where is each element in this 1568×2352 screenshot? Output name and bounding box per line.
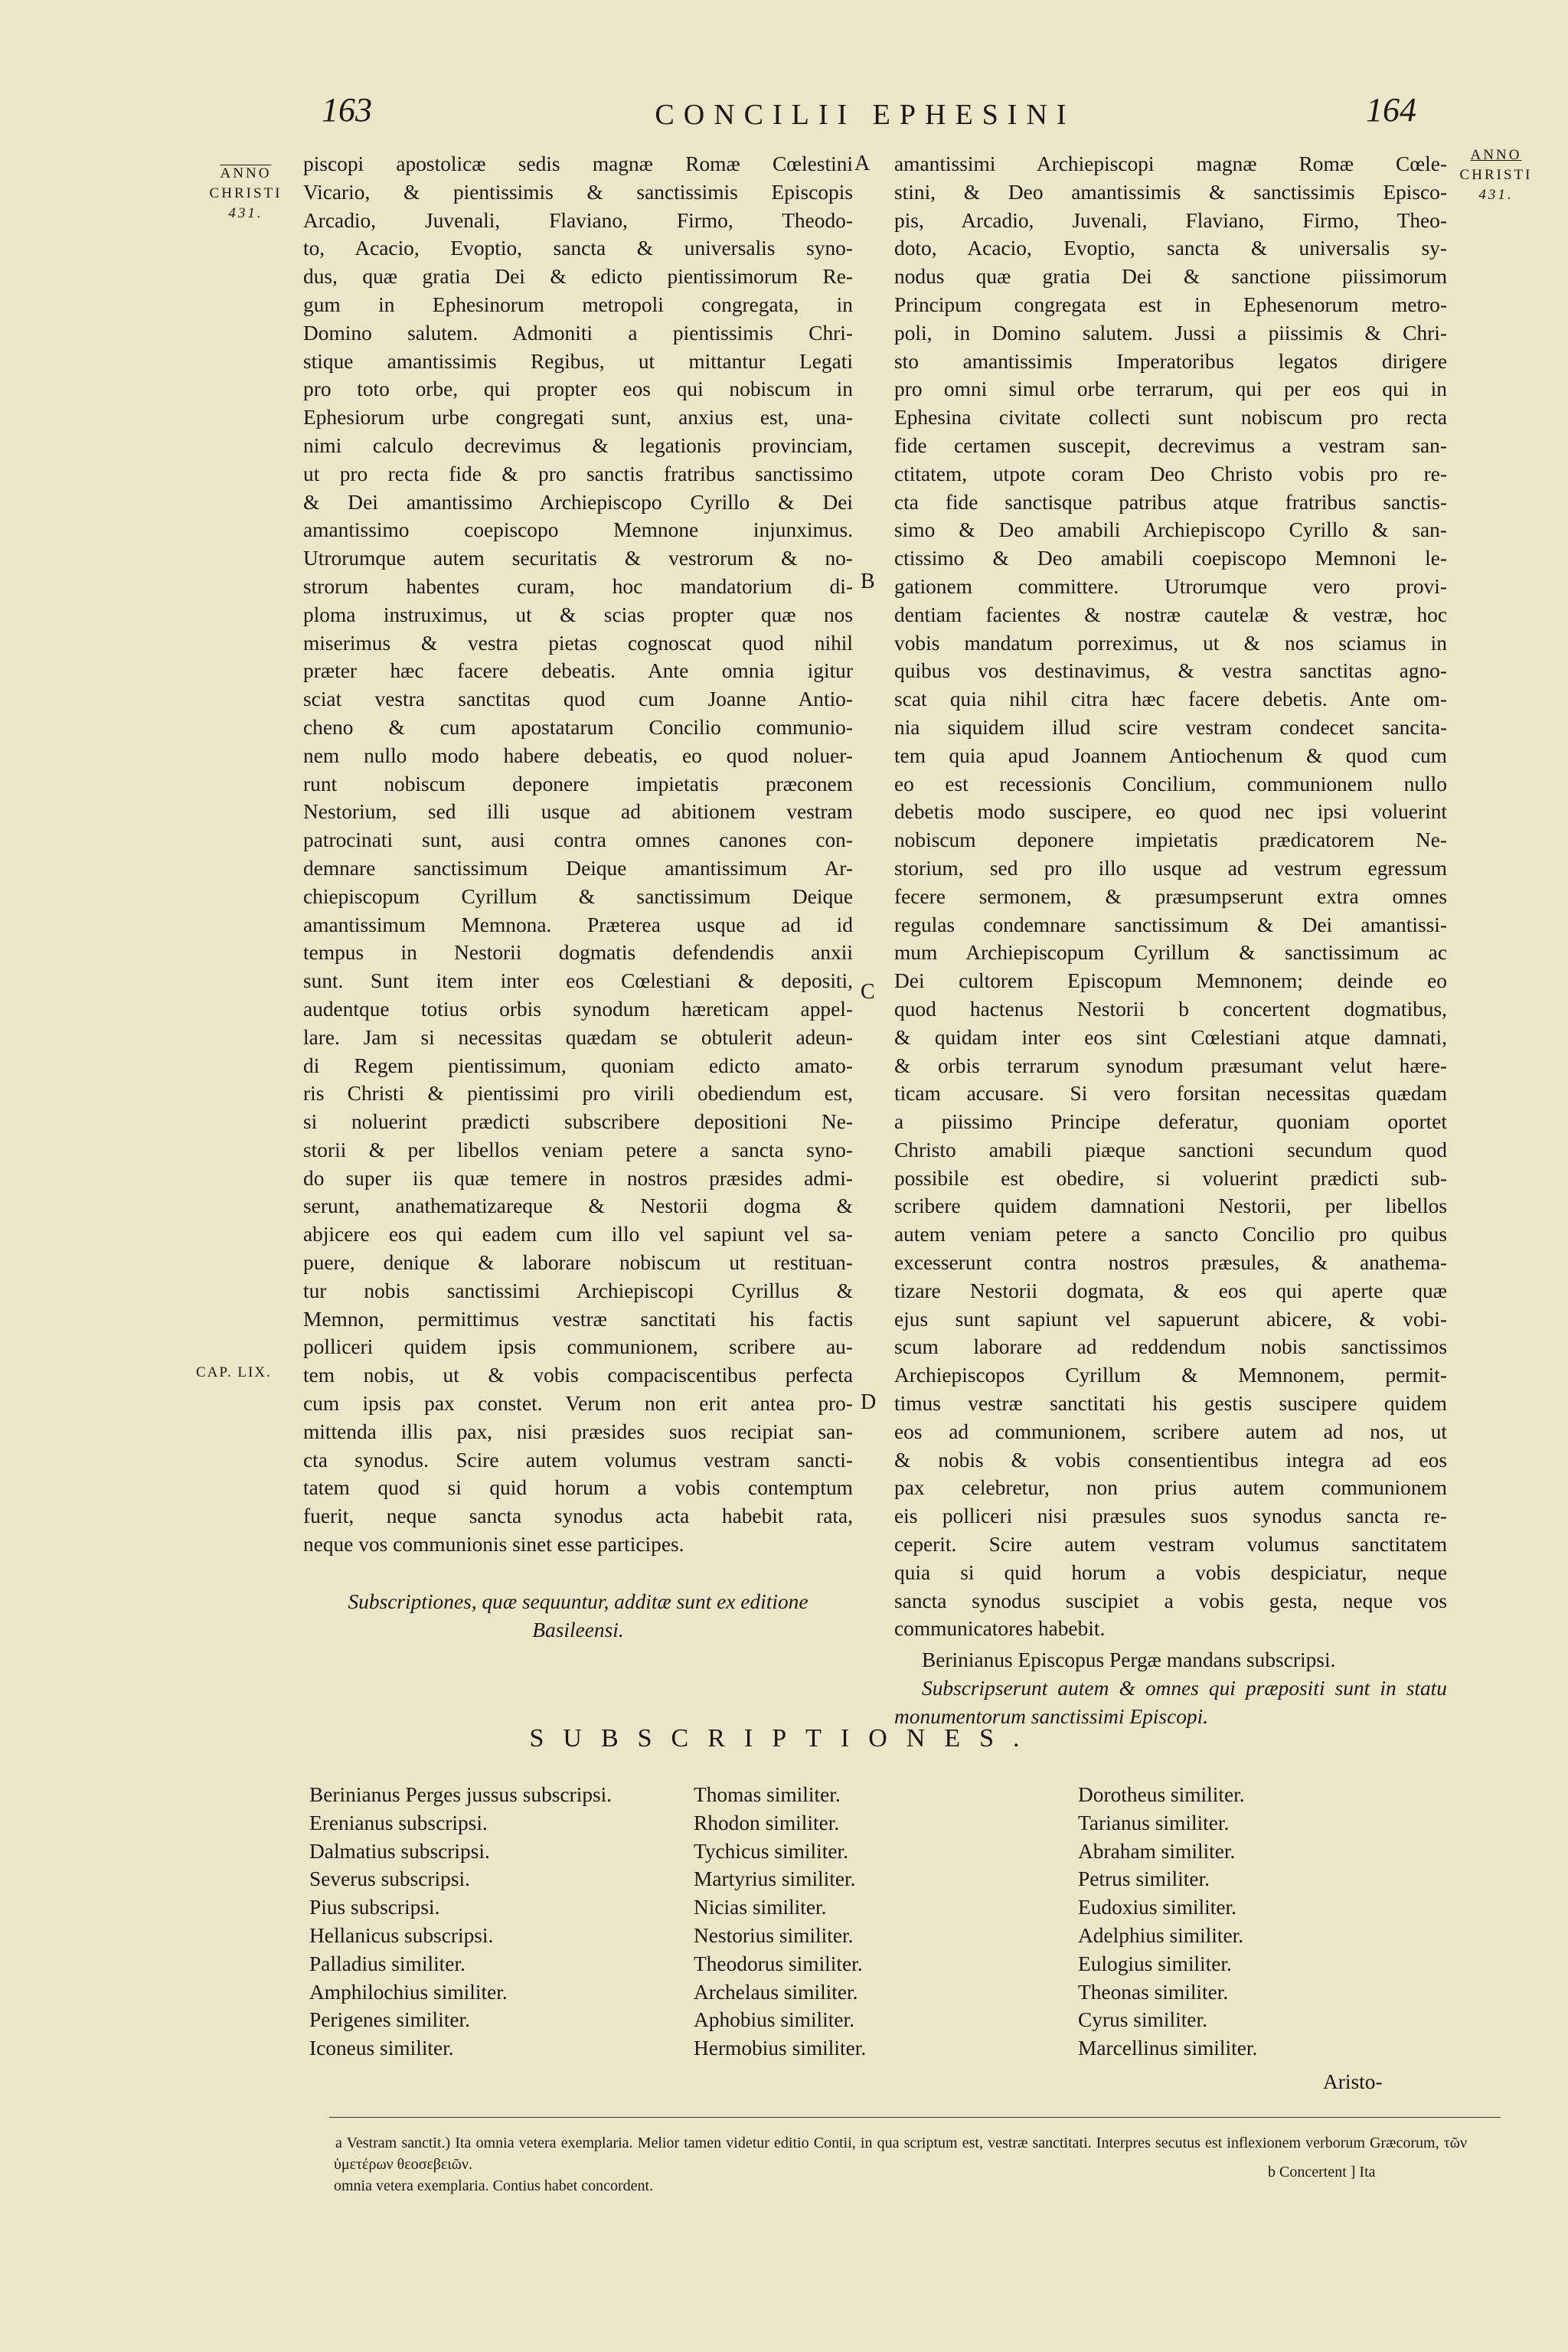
left-column-line: amantissimo coepiscopo Memnone injunximus. [303, 518, 853, 542]
subscription-entry: Pius subscripsi. [309, 1896, 440, 1919]
left-column-text [303, 150, 853, 1644]
subscriptions-column-3 [1078, 1781, 1257, 2063]
right-column-line: Archiepiscopos Cyrillum & Memnonem, permit- [894, 1364, 1447, 1387]
right-column-line: Dei cultorem Episcopum Memnonem; deinde eo [894, 969, 1447, 993]
right-column-line: scribere quidem damnationi Nestorii, per libellos [894, 1194, 1447, 1218]
left-column-line: do super iis quæ temere in nostros præsides admi- [303, 1166, 853, 1190]
subscription-entry: Berinianus Perges jussus subscripsi. [309, 1783, 612, 1806]
left-column-line: Domino salutem. Admoniti a pientissimis Chri- [303, 321, 853, 345]
right-column-line: amantissimi Archiepiscopi magnæ Romæ Cœle- [894, 152, 1447, 175]
left-column-line: & Dei amantissimo Archiepiscopo Cyrillo & Dei [303, 490, 853, 514]
left-column-line: storii & per libellos veniam petere a sancta syno- [303, 1138, 853, 1161]
left-column-line: to, Acacio, Evoptio, sancta & universalis syno- [303, 237, 853, 260]
right-column-line: ceperit. Scire autem vestram volumus sanctitatem [894, 1533, 1447, 1557]
right-column-line: possibile est obedire, si voluerint prædicti sub- [894, 1166, 1447, 1190]
subscription-entry: Palladius similiter. [309, 1952, 466, 1975]
right-column-line: pis, Arcadio, Juvenali, Flaviano, Firmo, Theo- [894, 208, 1447, 232]
subscription-entry: Amphilochius similiter. [309, 1980, 508, 2004]
right-column-line: Ephesina civitate collecti sunt nobiscum pro recta [894, 406, 1447, 430]
right-column-line: debetis modo suscipere, eo quod nec ipsi voluerint [894, 800, 1447, 824]
left-column-line: cheno & cum apostatarum Concilio communio- [303, 715, 853, 739]
left-column-line: amantissimum Memnona. Præterea usque ad id [303, 913, 853, 936]
right-column-line: fecere sermonem, & præsumpserunt extra omnes [894, 884, 1447, 908]
left-column-line: tur nobis sanctissimi Archiepiscopi Cyrillus & [303, 1279, 853, 1302]
year-label: 431. [1478, 187, 1514, 203]
right-column-line: quia si quid horum a vobis despiciatur, neque [894, 1560, 1447, 1584]
left-column-line: mittenda illis pax, nisi præsides suos recipiat san- [303, 1419, 853, 1443]
right-column-line: nia siquidem illud scire vestram condecet sancita- [894, 715, 1447, 739]
left-column-line: gum in Ephesinorum metropoli congregata, in [303, 292, 853, 316]
left-column-note: Subscriptiones, quæ sequuntur, additæ sunt ex editione Basileensi. [348, 1589, 808, 1642]
subscription-entry: Eudoxius similiter. [1078, 1896, 1236, 1919]
right-column-line: Principum congregata est in Ephesenorum metro- [894, 292, 1447, 316]
right-column-line: pax celebretur, non prius autem communionem [894, 1476, 1447, 1500]
right-column-line: eis polliceri nisi præsules suos synodus sancta re- [894, 1504, 1447, 1528]
left-column-line: ploma instruximus, ut & scias propter quæ nos [303, 603, 853, 626]
subscription-entry: Hermobius similiter. [694, 2037, 867, 2060]
subscription-entry: Tychicus similiter. [694, 1839, 848, 1863]
right-column-note: Subscripserunt autem & omnes qui præpositi sunt in statu monumentorum sanctissimi Episcopi. [894, 1677, 1447, 1728]
right-column-line: sancta synodus suscipiet a vobis gesta, neque vos [894, 1589, 1447, 1612]
right-column-line: regulas condemnare sanctissimum & Dei amantissi- [894, 913, 1447, 936]
left-column-line: di Regem pientissimum, quoniam edicto amato- [303, 1054, 853, 1077]
christi-label: CHRISTI [209, 185, 283, 201]
left-column-line: miserimus & vestra pietas cognoscat quod nihil [303, 631, 853, 655]
subscription-entry: Petrus similiter. [1078, 1867, 1210, 1891]
left-column-line: ris Christi & pientissimi pro virili obediendum est, [303, 1082, 853, 1106]
subscription-entry: Archelaus similiter. [694, 1980, 858, 2004]
subscription-entry: Eulogius similiter. [1078, 1952, 1232, 1975]
right-column-line: autem veniam petere a sancto Concilio pro quibus [894, 1223, 1447, 1246]
right-column-line: communicatores habebit. [894, 1617, 1106, 1641]
left-column-line: sunt. Sunt item inter eos Cœlestiani & depositi, [303, 969, 853, 993]
subscriptions-heading: SUBSCRIPTIONES. [529, 1724, 1039, 1753]
right-column-line: vobis mandatum porreximus, ut & nos sciamus in [894, 631, 1447, 655]
footnote-a-continued: omnia vetera exemplaria. Contius habet concordent. [334, 2177, 654, 2194]
page-number-right: 164 [1366, 91, 1416, 129]
left-column-line: dus, quæ gratia Dei & edicto pientissimorum Re- [303, 265, 853, 289]
margin-letter-d: D [861, 1390, 877, 1414]
right-column-line: tem quia apud Joannem Antiochenum & quod cum [894, 743, 1447, 767]
left-column-line: strorum habentes curam, hoc mandatorium di- [303, 574, 853, 598]
year-label: 431. [228, 205, 263, 221]
subscription-entry: Martyrius similiter. [694, 1867, 856, 1891]
subscription-entry: Hellanicus subscripsi. [309, 1923, 494, 1947]
anno-christi-left [196, 164, 296, 224]
right-column-line: gationem committere. Utrorumque vero provi- [894, 574, 1447, 598]
subscription-entry: Dorotheus similiter. [1078, 1783, 1245, 1806]
subscription-entry: Adelphius similiter. [1078, 1923, 1244, 1947]
right-column-line: doto, Acacio, Evoptio, sancta & universalis sy- [894, 237, 1447, 260]
left-column-line: neque vos communionis sinet esse participes. [303, 1533, 684, 1557]
left-column-line: pro toto orbe, qui propter eos qui nobiscum in [303, 377, 853, 401]
left-column-line: cta synodus. Scire autem volumus vestram sancti- [303, 1448, 853, 1472]
left-column-line: stique amantissimis Regibus, ut mittantur Legati [303, 349, 853, 373]
right-column-line: poli, in Domino salutem. Jussi a piissimis & Chri- [894, 321, 1447, 345]
left-column-line: Arcadio, Juvenali, Flaviano, Firmo, Theodo- [303, 208, 853, 232]
margin-letter-a: A [854, 152, 871, 175]
left-column-line: si noluerint prædicti subscribere depositioni Ne- [303, 1110, 853, 1134]
left-column-line: fuerit, neque sancta synodus acta habebit rata, [303, 1504, 853, 1528]
left-column-line: lare. Jam si necessitas quædam se obtulerit adeun- [303, 1025, 853, 1049]
left-column-line: Vicario, & pientissimis & sanctissimis Episcopis [303, 180, 853, 204]
subscription-entry: Nestorius similiter. [694, 1923, 854, 1947]
right-column-line: fide certamen suscepit, decrevimus a vestram san- [894, 433, 1447, 457]
right-column-line: tizare Nestorii dogmata, & eos qui aperte quæ [894, 1279, 1447, 1302]
left-column-line: abjicere eos qui eadem cum illo vel sapiunt vel sa- [303, 1223, 853, 1246]
right-column-text [894, 150, 1447, 1731]
chapter-marker: CAP. LIX. [196, 1364, 272, 1380]
subscription-entry: Iconeus similiter. [309, 2037, 454, 2060]
left-column-line: runt nobiscum deponere impietatis præconem [303, 772, 853, 795]
right-column-line: timus vestræ sanctitati his gestis suscipere quidem [894, 1392, 1447, 1416]
right-column-line: & nobis & vobis consentientibus integra ad eos [894, 1448, 1447, 1472]
right-column-line: ctitatem, utpote coram Deo Christo vobis pro re- [894, 462, 1447, 485]
right-column-line: mum Archiepiscopum Cyrillum & sanctissimum ac [894, 941, 1447, 965]
subscription-entry: Theodorus similiter. [694, 1952, 863, 1975]
subscription-entry: Thomas similiter. [694, 1783, 841, 1806]
left-column-line: Ephesiorum urbe congregati sunt, anxius est, una- [303, 406, 853, 430]
right-column-line: & orbis terrarum synodum præsumant velut hære- [894, 1054, 1447, 1077]
left-column-line: sciat vestra sanctitas quod cum Joanne Antio- [303, 688, 853, 711]
subscription-entry: Nicias similiter. [694, 1896, 827, 1919]
right-column-line: nobiscum deponere impietatis prædicatorem Ne- [894, 828, 1447, 852]
right-column-line: cta fide sanctisque patribus atque fratribus sanctis- [894, 490, 1447, 514]
right-column-line: Christo amabili piæque sanctioni secundum quod [894, 1138, 1447, 1161]
right-column-line: quibus vos destinavimus, & vestra sanctitas agno- [894, 659, 1447, 683]
subscriptions-column-2 [694, 1781, 866, 2063]
subscription-entry: Rhodon similiter. [694, 1811, 840, 1834]
left-column-line: præter hæc facere debeatis. Ante omnia igitur [303, 659, 853, 683]
footnote-a: a Vestram sanctit.) Ita omnia vetera exemplaria. Melior tamen videtur editio Contii, in qua scriptum est, vestræ sanctitati. Interpres secutus est inflexionem verborum Græcorum, τῶν ὑμετέρων θεοσεβειῶν. [334, 2135, 1467, 2173]
left-column-line: tempus in Nestorii dogmatis defendendis anxii [303, 941, 853, 965]
subscription-entry: Dalmatius subscripsi. [309, 1839, 490, 1863]
right-column-line: scum laborare ad reddendum nobis sanctissimos [894, 1335, 1447, 1359]
right-column-line: dentiam facientes & nostræ cautelæ & vestræ, hoc [894, 603, 1447, 626]
right-column-line: & quidam inter eos sint Cœlestiani atque damnati, [894, 1025, 1447, 1049]
left-column-line: chiepiscopum Cyrillum & sanctissimum Deique [303, 884, 853, 908]
right-column-line: eos ad communionem, scribere autem ad nos, ut [894, 1419, 1447, 1443]
left-column-line: tem nobis, ut & vobis compaciscentibus perfecta [303, 1364, 853, 1387]
subscription-entry: Aphobius similiter. [694, 2008, 855, 2032]
margin-letter-b: B [861, 570, 875, 593]
right-column-line: sto amantissimis Imperatoribus legatos dirigere [894, 349, 1447, 373]
catchword: Aristo- [1323, 2070, 1383, 2093]
subscription-entry: Erenianus subscripsi. [309, 1811, 488, 1834]
subscription-entry: Theonas similiter. [1078, 1980, 1229, 2004]
christi-label: CHRISTI [1459, 167, 1533, 183]
anno-label: ANNO [1470, 147, 1522, 163]
left-column-line: serunt, anathematizareque & Nestorii dogma & [303, 1194, 853, 1218]
subscription-entry: Perigenes similiter. [309, 2008, 470, 2032]
footnote-b: b Concertent ] Ita [1268, 2164, 1376, 2180]
left-column-line: demnare sanctissimum Deique amantissimum Ar- [303, 856, 853, 880]
left-column-line: Memnon, permittimus vestræ sanctitati his factis [303, 1307, 853, 1331]
left-column-line: puere, denique & laborare nobiscum ut restituan- [303, 1251, 853, 1275]
left-column-line: cum ipsis pax constet. Verum non erit antea pro- [303, 1392, 853, 1416]
left-column-lines [303, 150, 853, 1559]
right-column-line: scat quia nihil citra hæc facere debetis. Ante om- [894, 688, 1447, 711]
running-title: CONCILII EPHESINI [655, 99, 1076, 131]
right-column-line: ctissimo & Deo amabili coepiscopo Memnoni le- [894, 547, 1447, 570]
left-column-line: piscopi apostolicæ sedis magnæ Romæ Cœlestini [303, 152, 853, 175]
right-column-line: simo & Deo amabili Archiepiscopo Cyrillo & san- [894, 518, 1447, 542]
right-column-line: quod hactenus Nestorii b concertent dogmatibus, [894, 997, 1447, 1021]
left-column-line: Nestorium, sed illi usque ad abitionem vestram [303, 800, 853, 824]
right-column-line: ticam accusare. Si vero forsitan necessitas quædam [894, 1082, 1447, 1106]
right-column-lines [894, 150, 1447, 1643]
right-column-line: stini, & Deo amantissimis & sanctissimis Episco- [894, 180, 1447, 204]
right-column-line: pro omni simul orbe terrarum, qui per eos qui in [894, 377, 1447, 401]
page-number-left: 163 [322, 91, 372, 129]
margin-letter-c: C [861, 980, 875, 1004]
anno-label: ANNO [220, 165, 272, 181]
left-column-line: polliceri quidem ipsis communionem, scribere au- [303, 1335, 853, 1359]
left-column-line: audentque totius orbis synodum hæreticam appel- [303, 997, 853, 1021]
right-column-line: excesserunt contra nostros præsules, & anathema- [894, 1251, 1447, 1275]
left-column-line: ut pro recta fide & pro sanctis fratribus sanctissimo [303, 462, 853, 485]
right-column-line: eo est recessionis Concilium, communionem nullo [894, 772, 1447, 795]
subscription-entry: Tarianus similiter. [1078, 1811, 1230, 1834]
subscriptions-column-1 [309, 1781, 612, 2063]
subscription-entry: Marcellinus similiter. [1078, 2037, 1258, 2060]
left-column-line: Utrorumque autem securitatis & vestrorum & no- [303, 547, 853, 570]
left-column-line: patrocinati sunt, ausi contra omnes canones con- [303, 828, 853, 852]
subscription-entry: Cyrus similiter. [1078, 2008, 1207, 2032]
subscription-entry: Severus subscripsi. [309, 1867, 470, 1891]
subscription-entry: Abraham similiter. [1078, 1839, 1236, 1863]
anno-christi-right [1453, 145, 1539, 205]
left-column-line: nem nullo modo habere debeatis, eo quod noluer- [303, 743, 853, 767]
right-column-line: nodus quæ gratia Dei & sanctione piissimorum [894, 265, 1447, 289]
right-column-line: storium, sed pro illo usque ad vestrum egressum [894, 856, 1447, 880]
left-column-line: nimi calculo decrevimus & legationis provinciam, [303, 433, 853, 457]
footnote-rule [329, 2117, 1501, 2118]
right-column-line: a piissimo Principe deferatur, quoniam oportet [894, 1110, 1447, 1134]
right-column-line: ejus sunt sapiunt vel sapuerunt abicere, & vobi- [894, 1307, 1447, 1331]
left-column-line: tatem quod si quid horum a vobis contemptum [303, 1476, 853, 1500]
right-column-signature: Berinianus Episcopus Pergæ mandans subscripsi. [922, 1648, 1336, 1672]
